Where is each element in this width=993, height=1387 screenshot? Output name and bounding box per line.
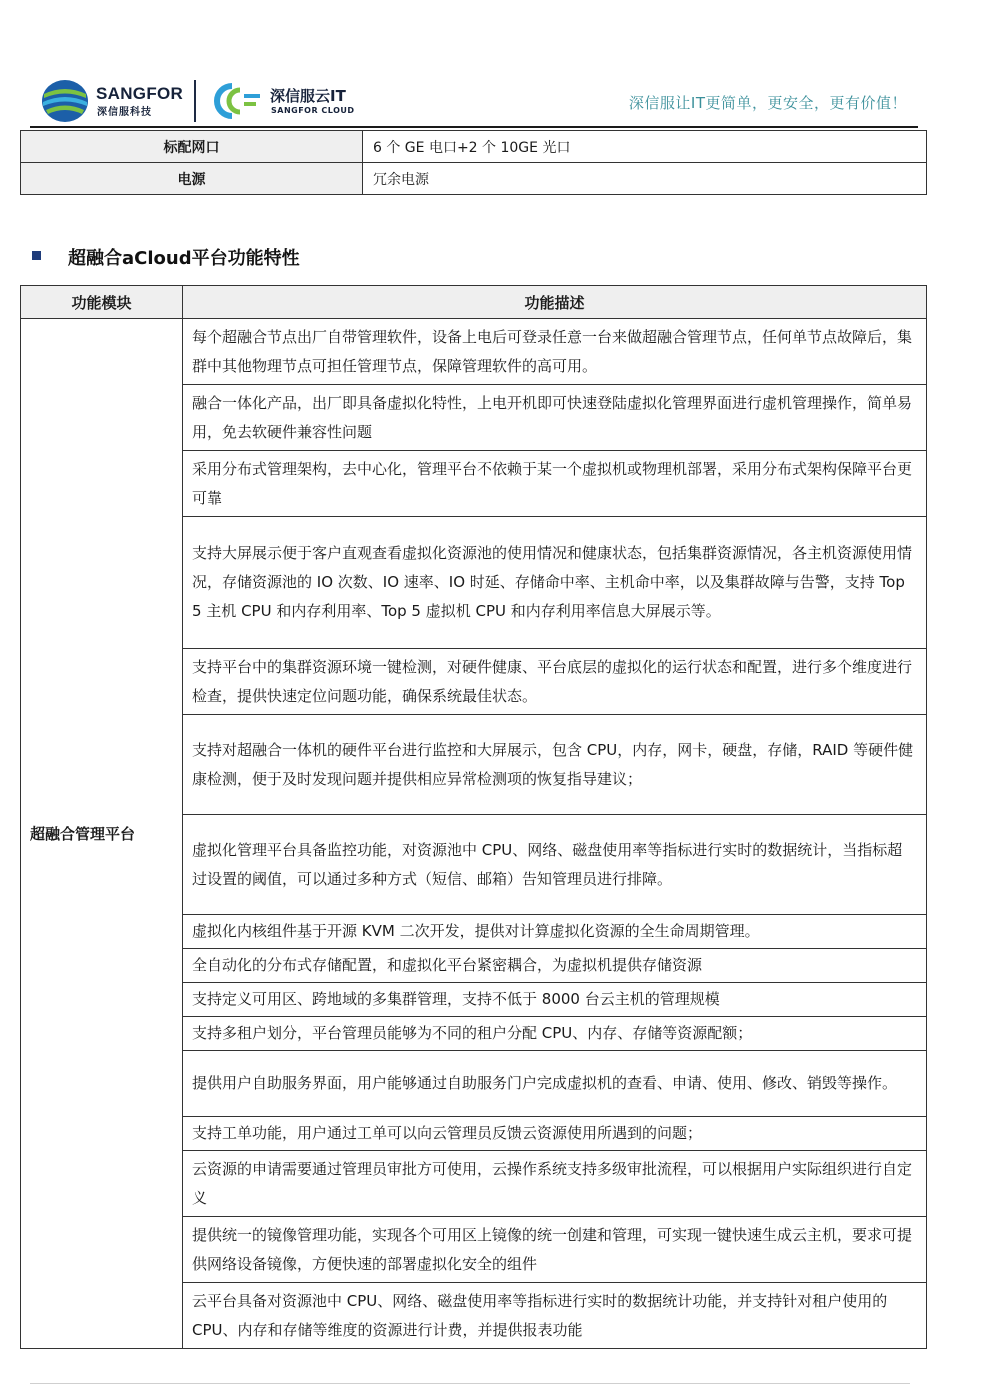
feature-description: 虚拟化管理平台具备监控功能，对资源池中 CPU、网络、磁盘使用率等指标进行实时的数据统计，当指标超过设置的阈值，可以通过多种方式（短信、邮箱）告知管理员进行排障。: [183, 815, 927, 915]
feature-description: 全自动化的分布式存储配置，和虚拟化平台紧密耦合，为虚拟机提供存储资源: [183, 949, 927, 983]
table-header-row: [21, 286, 927, 319]
feature-description: 提供用户自助服务界面，用户能够通过自助服务门户完成虚拟机的查看、申请、使用、修改、销毁等操作。: [183, 1051, 927, 1117]
feature-description: 提供统一的镜像管理功能，实现各个可用区上镜像的统一创建和管理，可实现一键快速生成云主机，要求可提供网络设备镜像，方便快速的部署虚拟化安全的组件: [183, 1217, 927, 1283]
logo-divider: [194, 80, 196, 122]
sangfor-logo-icon: [40, 78, 90, 124]
sangfor-cloud-logo-icon: [210, 80, 266, 122]
table-row: [21, 163, 927, 195]
feature-table: [20, 285, 927, 1349]
feature-description: 云资源的申请需要通过管理员审批方可使用，云操作系统支持多级审批流程，可以根据用户实际组织进行自定义: [183, 1151, 927, 1217]
feature-description: 支持工单功能，用户通过工单可以向云管理员反馈云资源使用所遇到的问题；: [183, 1117, 927, 1151]
brand1-name: SANGFOR: [96, 84, 184, 103]
spec-value: 冗余电源: [363, 163, 927, 195]
brand1-subtitle: 深信服科技: [97, 107, 152, 118]
table-row: [21, 131, 927, 163]
feature-description: 支持多租户划分，平台管理员能够为不同的租户分配 CPU、内存、存储等资源配额；: [183, 1017, 927, 1051]
table-row: [21, 319, 927, 385]
header-slogan: 深信服让IT更简单，更安全，更有价值！: [628, 94, 907, 112]
feature-description: 虚拟化内核组件基于开源 KVM 二次开发，提供对计算虚拟化资源的全生命周期管理。: [183, 915, 927, 949]
page-header: [0, 0, 993, 130]
spec-key: 标配网口: [21, 131, 363, 163]
square-bullet-icon: [32, 251, 41, 260]
feature-description: 支持大屏展示便于客户直观查看虚拟化资源池的使用情况和健康状态，包括集群资源情况，各主机资源使用情况，存储资源池的 IO 次数、IO 速率、IO 时延、存储命中率、主机命中率，以及集群故障与告警，支持 Top 5 主机 CPU 和内存利用率、Top 5 虚拟机 CPU 和内存利用率信息大屏展示等。: [183, 517, 927, 649]
feature-description: 云平台具备对资源池中 CPU、网络、磁盘使用率等指标进行实时的数据统计功能，并支持针对租户使用的 CPU、内存和存储等维度的资源进行计费，并提供报表功能: [183, 1283, 927, 1349]
brand2-name: 深信服云IT: [270, 87, 346, 105]
feature-description: 支持平台中的集群资源环境一键检测，对硬件健康、平台底层的虚拟化的运行状态和配置，进行多个维度进行检查，提供快速定位问题功能，确保系统最佳状态。: [183, 649, 927, 715]
footer-rule: [30, 1383, 910, 1384]
spec-key: 电源: [21, 163, 363, 195]
feature-description: 采用分布式管理架构，去中心化，管理平台不依赖于某一个虚拟机或物理机部署，采用分布式架构保障平台更可靠: [183, 451, 927, 517]
column-header-module: 功能模块: [21, 286, 183, 319]
section-title: 超融合aCloud平台功能特性: [68, 248, 300, 269]
brand2-subtitle: SANGFOR CLOUD: [271, 106, 355, 115]
spec-value: 6 个 GE 电口+2 个 10GE 光口: [363, 131, 927, 163]
module-name: 超融合管理平台: [21, 319, 183, 1349]
feature-description: 每个超融合节点出厂自带管理软件，设备上电后可登录任意一台来做超融合管理节点，任何单节点故障后，集群中其他物理节点可担任管理节点，保障管理软件的高可用。: [183, 319, 927, 385]
column-header-description: 功能描述: [183, 286, 927, 319]
spec-table: [20, 130, 927, 195]
header-rule: [30, 126, 918, 128]
feature-description: 支持定义可用区、跨地域的多集群管理，支持不低于 8000 台云主机的管理规模: [183, 983, 927, 1017]
feature-description: 支持对超融合一体机的硬件平台进行监控和大屏展示，包含 CPU，内存，网卡，硬盘，存储，RAID 等硬件健康检测，便于及时发现问题并提供相应异常检测项的恢复指导建议；: [183, 715, 927, 815]
feature-description: 融合一体化产品，出厂即具备虚拟化特性，上电开机即可快速登陆虚拟化管理界面进行虚机管理操作，简单易用，免去软硬件兼容性问题: [183, 385, 927, 451]
